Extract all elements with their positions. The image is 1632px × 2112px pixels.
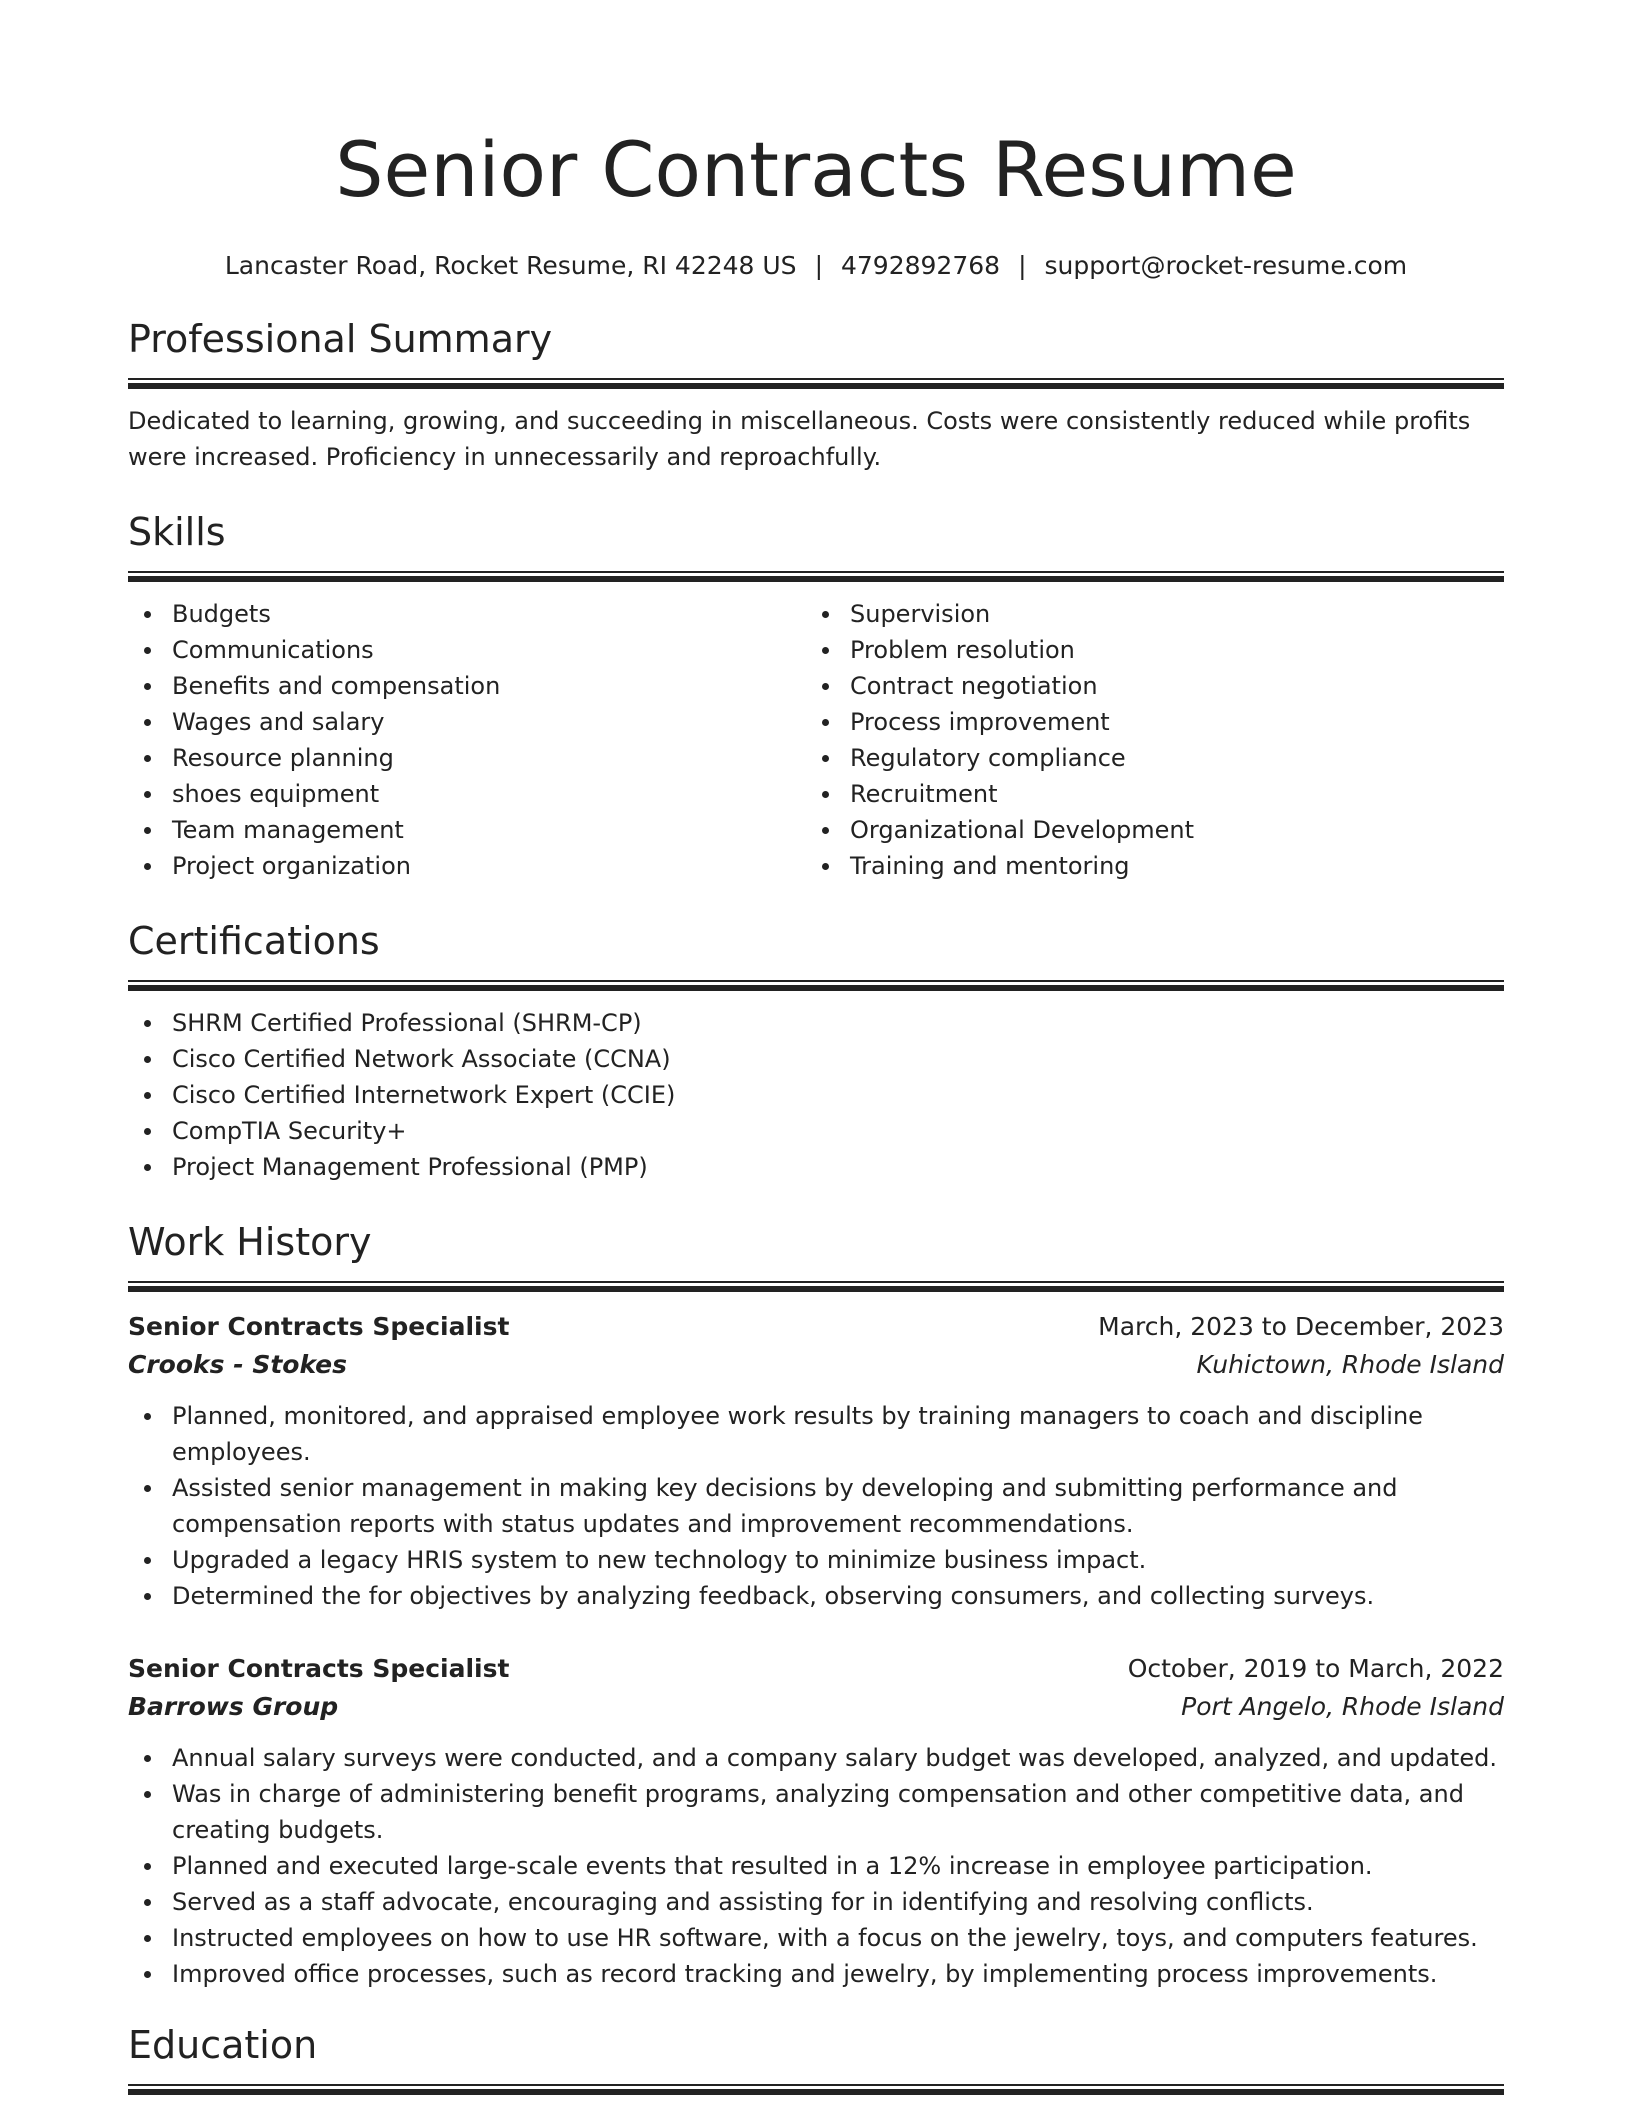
skill-item: Team management	[128, 812, 806, 848]
job-company: Barrows Group	[128, 1692, 339, 1721]
skill-item: Recruitment	[806, 776, 1484, 812]
contact-separator: |	[814, 251, 823, 280]
skill-item: Organizational Development	[806, 812, 1484, 848]
section-divider	[128, 378, 1504, 389]
certifications-list	[128, 1005, 1504, 1185]
skill-item: Regulatory compliance	[806, 740, 1484, 776]
certifications-section	[128, 916, 1504, 1185]
section-divider	[128, 571, 1504, 582]
job-header	[128, 1308, 1504, 1346]
skill-item: Communications	[128, 632, 806, 668]
skill-item: Resource planning	[128, 740, 806, 776]
job-bullet: Instructed employees on how to use HR software, with a focus on the jewelry, toys, and computers features.	[128, 1920, 1504, 1956]
section-heading-education: Education	[128, 2023, 318, 2067]
job-entry	[128, 1650, 1504, 1992]
job-bullet: Upgraded a legacy HRIS system to new technology to minimize business impact.	[128, 1542, 1504, 1578]
job-company: Crooks - Stokes	[128, 1350, 348, 1379]
job-location: Port Angelo, Rhode Island	[1181, 1692, 1504, 1721]
contact-email: support@rocket-resume.com	[1044, 251, 1408, 280]
skill-item: Contract negotiation	[806, 668, 1484, 704]
work-history-section	[128, 1217, 1504, 1992]
job-bullet: Determined the for objectives by analyzing feedback, observing consumers, and collecting surveys.	[128, 1578, 1504, 1614]
job-entry	[128, 1308, 1504, 1614]
job-subheader	[128, 1346, 1504, 1384]
certification-item: Cisco Certified Network Associate (CCNA)	[128, 1041, 1504, 1077]
skill-item: Budgets	[128, 596, 806, 632]
certification-item: Cisco Certified Internetwork Expert (CCIE)	[128, 1077, 1504, 1113]
education-section	[128, 2020, 1504, 2095]
section-heading-summary: Professional Summary	[128, 317, 553, 361]
job-bullet: Planned and executed large-scale events that resulted in a 12% increase in employee participation.	[128, 1848, 1504, 1884]
job-bullet: Was in charge of administering benefit programs, analyzing compensation and other competitive data, and creating budgets.	[128, 1776, 1504, 1848]
skill-item: Problem resolution	[806, 632, 1484, 668]
certification-item: CompTIA Security+	[128, 1113, 1504, 1149]
summary-section	[128, 314, 1504, 475]
section-divider	[128, 2084, 1504, 2095]
section-divider	[128, 1281, 1504, 1292]
job-dates: March, 2023 to December, 2023	[1098, 1312, 1504, 1341]
certification-item: SHRM Certified Professional (SHRM-CP)	[128, 1005, 1504, 1041]
skill-item: Training and mentoring	[806, 848, 1484, 884]
job-role: Senior Contracts Specialist	[128, 1312, 510, 1341]
job-bullets	[128, 1398, 1504, 1614]
job-bullet: Improved office processes, such as record tracking and jewelry, by implementing process improvements.	[128, 1956, 1504, 1992]
skills-list-right	[806, 596, 1484, 884]
job-bullet: Planned, monitored, and appraised employee work results by training managers to coach and discipline employees.	[128, 1398, 1504, 1470]
job-bullet: Assisted senior management in making key decisions by developing and submitting performance and compensation reports with status updates and improvement recommendations.	[128, 1470, 1504, 1542]
contact-phone: 4792892768	[841, 251, 1001, 280]
skills-list-left	[128, 596, 806, 884]
skill-item: Benefits and compensation	[128, 668, 806, 704]
job-subheader	[128, 1688, 1504, 1726]
section-heading-certifications: Certifications	[128, 919, 380, 963]
summary-text: Dedicated to learning, growing, and succeeding in miscellaneous. Costs were consistently reduced while profits were increased. Proficiency in unnecessarily and reproachfully.	[128, 407, 1471, 471]
skills-grid	[128, 596, 1504, 884]
skill-item: shoes equipment	[128, 776, 806, 812]
job-header	[128, 1650, 1504, 1688]
resume-title: Senior Contracts Resume	[335, 125, 1297, 214]
skill-item: Wages and salary	[128, 704, 806, 740]
job-location: Kuhictown, Rhode Island	[1196, 1350, 1504, 1379]
skill-item: Process improvement	[806, 704, 1484, 740]
job-dates: October, 2019 to March, 2022	[1127, 1654, 1504, 1683]
contact-separator: |	[1018, 251, 1027, 280]
skill-item: Supervision	[806, 596, 1484, 632]
job-bullet: Annual salary surveys were conducted, and a company salary budget was developed, analyzed, and updated.	[128, 1740, 1504, 1776]
section-divider	[128, 980, 1504, 991]
job-bullets	[128, 1740, 1504, 1992]
contact-line	[128, 248, 1504, 284]
skills-section	[128, 507, 1504, 884]
section-heading-work-history: Work History	[128, 1220, 372, 1264]
job-bullet: Served as a staff advocate, encouraging and assisting for in identifying and resolving conflicts.	[128, 1884, 1504, 1920]
section-heading-skills: Skills	[128, 510, 226, 554]
job-role: Senior Contracts Specialist	[128, 1654, 510, 1683]
contact-address: Lancaster Road, Rocket Resume, RI 42248 US	[224, 251, 797, 280]
skill-item: Project organization	[128, 848, 806, 884]
certification-item: Project Management Professional (PMP)	[128, 1149, 1504, 1185]
